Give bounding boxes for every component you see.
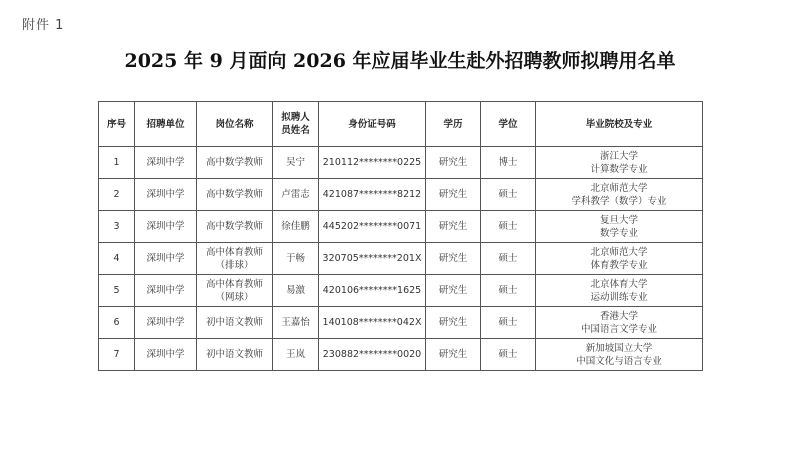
cell-unit: 深圳中学 xyxy=(135,147,197,179)
header-degree: 学位 xyxy=(481,102,536,147)
header-id: 身份证号码 xyxy=(319,102,426,147)
header-seq: 序号 xyxy=(99,102,135,147)
cell-school xyxy=(536,147,703,179)
cell-degree: 硕士 xyxy=(481,275,536,307)
cell-position xyxy=(197,243,273,275)
cell-education: 研究生 xyxy=(426,307,481,339)
table-header-row xyxy=(99,102,703,147)
cell-id: 420106********1625 xyxy=(319,275,426,307)
cell-position: 初中语文教师 xyxy=(197,339,273,371)
attachment-label: 附件 1 xyxy=(22,18,65,33)
cell-school-line2: 数学专业 xyxy=(599,227,638,239)
cell-seq: 2 xyxy=(99,179,135,211)
page-title: 2025 年 9 月面向 2026 年应届毕业生赴外招聘教师拟聘用名单 xyxy=(124,50,676,72)
cell-id: 210112********0225 xyxy=(319,147,426,179)
cell-school-line2: 中国文化与语言专业 xyxy=(576,355,662,367)
cell-education: 研究生 xyxy=(426,147,481,179)
cell-degree: 硕士 xyxy=(481,179,536,211)
cell-seq: 1 xyxy=(99,147,135,179)
cell-seq: 5 xyxy=(99,275,135,307)
cell-unit: 深圳中学 xyxy=(135,339,197,371)
cell-education: 研究生 xyxy=(426,211,481,243)
cell-seq: 7 xyxy=(99,339,135,371)
cell-school xyxy=(536,275,703,307)
cell-seq: 6 xyxy=(99,307,135,339)
cell-position: 高中数学教师 xyxy=(197,211,273,243)
cell-id: 230882********0020 xyxy=(319,339,426,371)
cell-unit: 深圳中学 xyxy=(135,243,197,275)
cell-school-line2: 中国语言文学专业 xyxy=(580,323,657,335)
header-education: 学历 xyxy=(426,102,481,147)
table-row xyxy=(99,243,703,275)
cell-school-line1: 新加坡国立大学 xyxy=(585,342,653,354)
table-row xyxy=(99,147,703,179)
header-unit: 招聘单位 xyxy=(135,102,197,147)
cell-school xyxy=(536,339,703,371)
cell-education: 研究生 xyxy=(426,179,481,211)
cell-school-line2: 体育教学专业 xyxy=(590,259,648,271)
cell-school-line1: 北京体育大学 xyxy=(590,278,648,290)
cell-degree: 博士 xyxy=(481,147,536,179)
table-row xyxy=(99,211,703,243)
cell-school-line1: 香港大学 xyxy=(599,310,638,322)
cell-name: 徐佳鹏 xyxy=(273,211,319,243)
cell-school-line1: 北京师范大学 xyxy=(590,246,648,258)
cell-seq: 4 xyxy=(99,243,135,275)
cell-school xyxy=(536,211,703,243)
cell-position-line2: （排球） xyxy=(215,259,254,271)
cell-position-line1: 高中体育教师 xyxy=(205,278,263,290)
header-name xyxy=(273,102,319,147)
cell-school-line1: 北京师范大学 xyxy=(590,182,648,194)
cell-name: 吴宁 xyxy=(273,147,319,179)
cell-degree: 硕士 xyxy=(481,339,536,371)
cell-position-line2: （网球） xyxy=(215,291,254,303)
cell-name: 于畅 xyxy=(273,243,319,275)
cell-position: 高中数学教师 xyxy=(197,147,273,179)
cell-unit: 深圳中学 xyxy=(135,275,197,307)
cell-school-line2: 学科教学（数学）专业 xyxy=(571,195,667,207)
cell-education: 研究生 xyxy=(426,243,481,275)
cell-school xyxy=(536,243,703,275)
cell-unit: 深圳中学 xyxy=(135,211,197,243)
cell-school-line2: 运动训练专业 xyxy=(590,291,648,303)
header-name-line1: 拟聘人 xyxy=(281,112,310,123)
cell-position-line1: 高中体育教师 xyxy=(205,246,263,258)
cell-name: 王嘉怡 xyxy=(273,307,319,339)
cell-position xyxy=(197,275,273,307)
table-row xyxy=(99,307,703,339)
cell-id: 421087********8212 xyxy=(319,179,426,211)
header-name-line2: 员姓名 xyxy=(281,125,310,136)
header-school: 毕业院校及专业 xyxy=(536,102,703,147)
cell-unit: 深圳中学 xyxy=(135,179,197,211)
cell-education: 研究生 xyxy=(426,339,481,371)
cell-degree: 硕士 xyxy=(481,243,536,275)
cell-school xyxy=(536,179,703,211)
cell-position: 初中语文教师 xyxy=(197,307,273,339)
cell-school-line1: 浙江大学 xyxy=(599,150,638,162)
header-position: 岗位名称 xyxy=(197,102,273,147)
cell-school xyxy=(536,307,703,339)
table-row xyxy=(99,179,703,211)
table-row xyxy=(99,275,703,307)
hiring-table xyxy=(98,101,703,371)
cell-school-line1: 复旦大学 xyxy=(599,214,638,226)
cell-position: 高中数学教师 xyxy=(197,179,273,211)
table-row xyxy=(99,339,703,371)
cell-degree: 硕士 xyxy=(481,211,536,243)
cell-unit: 深圳中学 xyxy=(135,307,197,339)
cell-id: 445202********0071 xyxy=(319,211,426,243)
cell-school-line2: 计算数学专业 xyxy=(590,163,648,175)
cell-name: 卢雷志 xyxy=(273,179,319,211)
cell-degree: 硕士 xyxy=(481,307,536,339)
cell-id: 140108********042X xyxy=(319,307,426,339)
cell-education: 研究生 xyxy=(426,275,481,307)
cell-name: 易激 xyxy=(273,275,319,307)
cell-seq: 3 xyxy=(99,211,135,243)
cell-name: 王岚 xyxy=(273,339,319,371)
cell-id: 320705********201X xyxy=(319,243,426,275)
